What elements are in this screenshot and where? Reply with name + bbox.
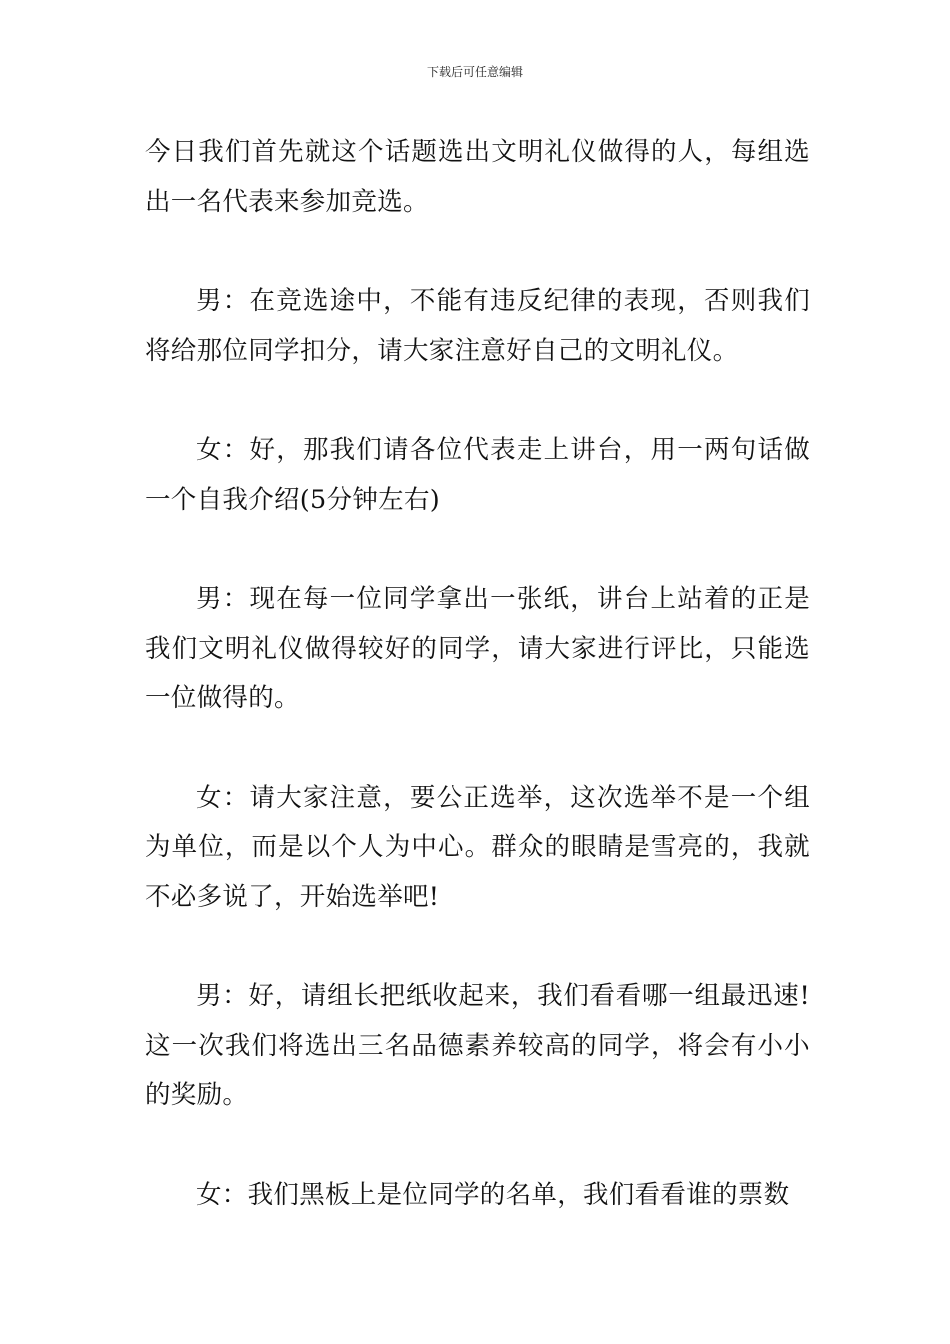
paragraph-7: 女：我们黑板上是位同学的名单，我们看看谁的票数 — [196, 1179, 790, 1210]
paragraph-1: 今日我们首先就这个话题选出文明礼仪做得的人，每组选出一名代表来参加竞选。 — [145, 137, 810, 217]
paragraph-2: 男：在竞选途中，不能有违反纪律的表现，否则我们将给那位同学扣分，请大家注意好自己的文明礼仪。 — [145, 286, 810, 366]
paragraph-6: 男：好，请组长把纸收起来，我们看看哪一组最迅速!这一次我们将选出三名品德素养较高的同学，将会有小小的奖励。 — [145, 981, 810, 1110]
paragraph-4: 男：现在每一位同学拿出一张纸，讲台上站着的正是我们文明礼仪做得较好的同学，请大家进行评比，只能选一位做得的。 — [145, 584, 810, 713]
page-header: 下载后可任意编辑 — [426, 65, 523, 79]
paragraph-5: 女：请大家注意，要公正选举，这次选举不是一个组为单位，而是以个人为中心。群众的眼睛是雪亮的，我就不必多说了，开始选举吧! — [145, 782, 810, 912]
document-body — [145, 128, 810, 1270]
paragraph-3: 女：好，那我们请各位代表走上讲台，用一两句话做一个自我介绍(5分钟左右) — [145, 435, 810, 515]
